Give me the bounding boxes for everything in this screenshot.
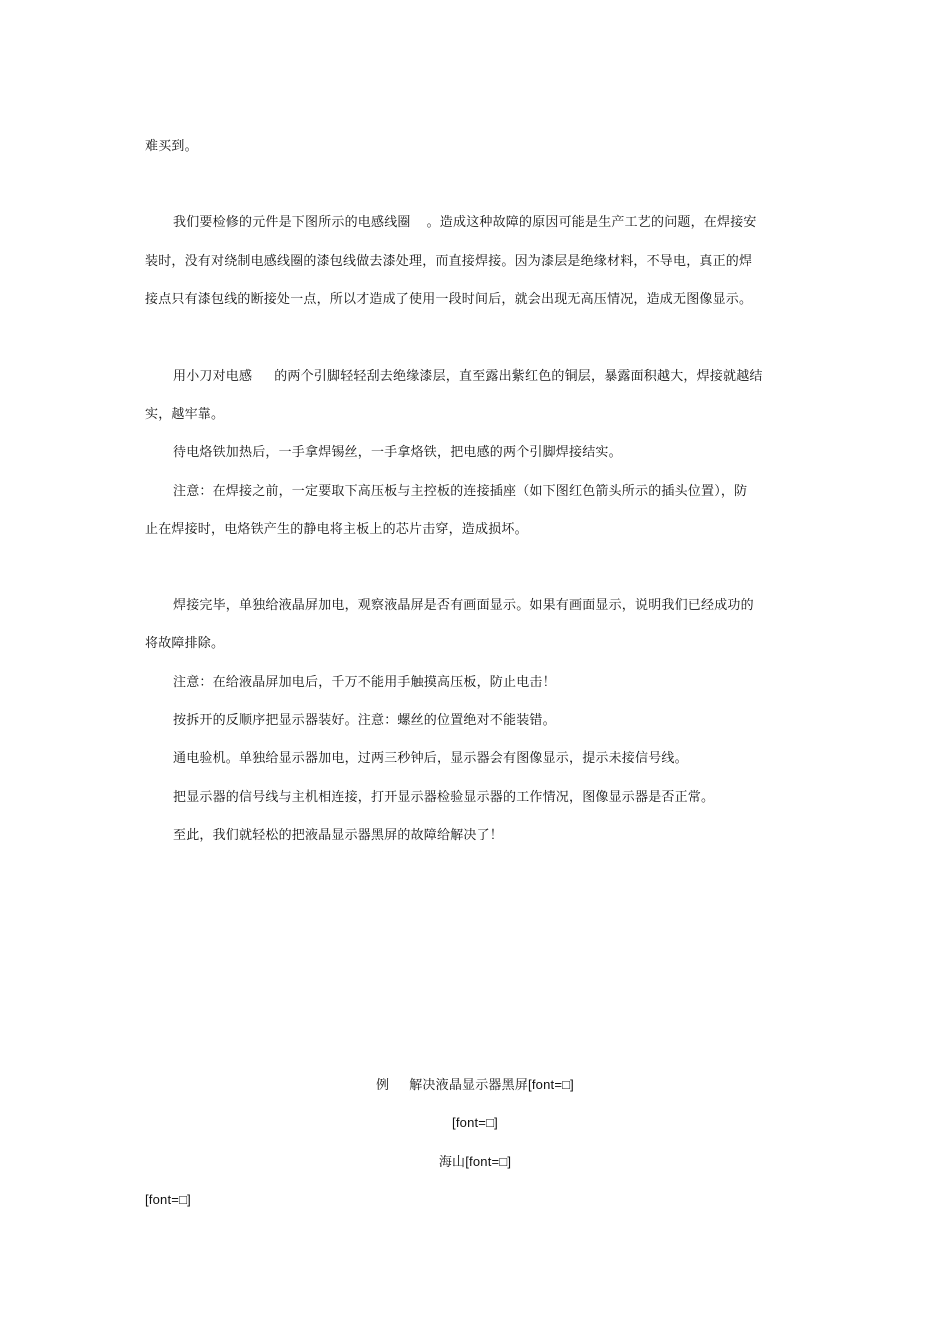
text-segment: 难买到。 — [145, 139, 198, 154]
text-line — [173, 751, 688, 767]
text-segment: 接点只有漆包线的断接处一点，所以才造成了使用一段时间后，就会出现无高压情况，造成无图像显示。 — [145, 292, 753, 307]
text-segment: 注意：在给液晶屏加电后，千万不能用手触摸高压板，防止电击！ — [173, 675, 556, 690]
text-segment: 按拆开的反顺序把显示器装好。注意：螺丝的位置绝对不能装错。 — [173, 713, 556, 728]
text-line — [145, 522, 528, 538]
text-line — [145, 254, 752, 270]
text-segment: 至此，我们就轻松的把液晶显示器黑屏的故障给解决了！ — [173, 828, 504, 843]
text-line — [173, 445, 622, 461]
text-line — [145, 407, 224, 423]
text-line — [145, 292, 752, 308]
font-tag-text: [font=□] — [145, 1192, 191, 1207]
text-line — [173, 828, 503, 844]
text-line — [145, 636, 224, 652]
footer-text: 海山 — [438, 1155, 466, 1170]
text-line — [173, 598, 754, 614]
font-tag-line — [145, 1192, 191, 1208]
text-segment: 待电烙铁加热后，一手拿焊锡丝，一手拿烙铁，把电感的两个引脚焊接结实。 — [173, 445, 622, 460]
text-segment: 。造成这种故障的原因可能是生产工艺的问题，在焊接安 — [426, 215, 757, 230]
text-line — [173, 713, 556, 729]
text-segment: 的两个引脚轻轻刮去绝缘漆层，直至露出紫红色的铜层，暴露面积越大，焊接就越结 — [274, 369, 763, 384]
text-segment: 用小刀对电感 — [173, 369, 253, 384]
text-segment: 装时，没有对绕制电感线圈的漆包线做去漆处理，而直接焊接。因为漆层是绝缘材料，不导电，真正的焊 — [145, 254, 753, 269]
text-segment: 止在焊接时，电烙铁产生的静电将主板上的芯片击穿，造成损坏。 — [145, 522, 528, 537]
footer-title-line — [0, 1077, 950, 1094]
footer-text: 例 — [376, 1078, 390, 1093]
text-line — [173, 369, 763, 385]
font-tag-text: [font=□] — [528, 1077, 574, 1092]
font-tag-line — [0, 1115, 950, 1131]
text-segment: 我们要检修的元件是下图所示的电感线圈 — [173, 215, 411, 230]
text-line — [173, 790, 714, 806]
text-segment: 将故障排除。 — [145, 636, 225, 651]
text-segment: 注意：在焊接之前，一定要取下高压板与主控板的连接插座（如下图红色箭头所示的插头位置），防 — [173, 484, 748, 499]
text-line — [173, 215, 757, 231]
text-segment: 把显示器的信号线与主机相连接，打开显示器检验显示器的工作情况，图像显示器是否正常。 — [173, 790, 715, 805]
text-segment: 焊接完毕，单独给液晶屏加电，观察液晶屏是否有画面显示。如果有画面显示，说明我们已经成功的 — [173, 598, 754, 613]
text-segment: 通电验机。单独给显示器加电，过两三秒钟后，显示器会有图像显示，提示未接信号线。 — [173, 751, 688, 766]
text-line — [145, 139, 198, 155]
text-line — [173, 675, 556, 691]
footer-author-line — [0, 1154, 950, 1171]
text-segment: 实，越牢靠。 — [145, 407, 225, 422]
font-tag-text: [font=□] — [465, 1154, 512, 1169]
font-tag-text: [font=□] — [452, 1115, 498, 1130]
text-line — [173, 484, 747, 500]
footer-text: 解决液晶显示器黑屏 — [409, 1078, 529, 1093]
